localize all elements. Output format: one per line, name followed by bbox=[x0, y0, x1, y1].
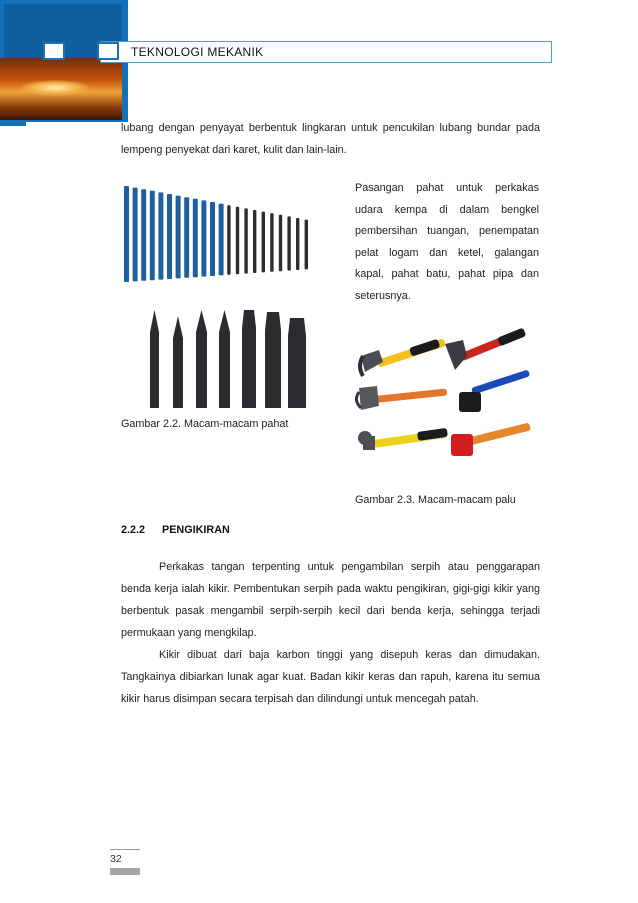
chisel-icon bbox=[193, 199, 198, 277]
hammer-icon bbox=[445, 328, 526, 370]
chisel-icon bbox=[270, 213, 273, 272]
page-header-title: TEKNOLOGI MEKANIK bbox=[131, 45, 264, 59]
chisel-icon bbox=[265, 312, 281, 408]
chisel-icon bbox=[236, 207, 239, 274]
chisel-icon bbox=[150, 310, 159, 408]
chisel-icon bbox=[219, 310, 230, 408]
chisel-icon bbox=[150, 191, 155, 280]
section-body bbox=[121, 556, 540, 710]
section-title: PENGIKIRAN bbox=[162, 524, 230, 536]
chisel-icon bbox=[219, 204, 224, 276]
mallet-icon bbox=[451, 423, 531, 456]
body-paragraph: Perkakas tangan terpenting untuk pengambilan serpih atau penggarapan benda kerja ialah kikir. Pembentukan serpih pada waktu pengikiran, gigi-gigi kikir yang berbentuk pasak mengambil serpih-serpih kecil dari benda kerja, sehingga terjadi permukaan yang mengkilap. bbox=[121, 561, 540, 639]
chisel-icon bbox=[158, 192, 163, 279]
chisel-icon bbox=[196, 310, 207, 408]
chisel-icon bbox=[173, 316, 183, 408]
chisel-description: Pasangan pahat untuk perkakas udara kempa di dalam bengkel pembersihan tuangan, penempatan pelat logam dan ketel, galangan kapal, pahat batu, pahat pipa dan seterusnya. bbox=[355, 182, 539, 302]
chisel-icon bbox=[262, 212, 265, 273]
section-number: 2.2.2 bbox=[121, 524, 146, 536]
page-number-bar bbox=[110, 868, 140, 875]
chisel-icon bbox=[176, 196, 181, 279]
chisel-icon bbox=[296, 218, 299, 270]
chisel-icon bbox=[201, 200, 206, 276]
chisel-icon bbox=[141, 189, 146, 281]
chisel-set-image bbox=[118, 182, 324, 288]
chisel-icon bbox=[253, 210, 256, 273]
intro-paragraph: lubang dengan penyayat berbentuk lingkaran untuk pencukilan lubang bundar pada lempeng penyekat dari karet, kulit dan lain-lain. bbox=[121, 122, 540, 156]
header-square-left bbox=[43, 42, 65, 60]
hammer-icon bbox=[358, 428, 448, 450]
chisel-icon bbox=[287, 216, 290, 270]
chisel-icon bbox=[227, 205, 230, 275]
header-corner-strip bbox=[0, 120, 26, 126]
chisel-icon bbox=[124, 186, 129, 282]
body-paragraph: Kikir dibuat dari baja karbon tinggi yang disepuh keras dan dimudakan. Tangkainya dibiarkan lunak agar kuat. Badan kikir keras dan rapuh, karena itu semua kikir harus disimpan secara terpisah dan dilindungi untuk mencegah patah. bbox=[121, 649, 540, 705]
chisel-icon bbox=[184, 197, 189, 278]
hammer-set-image bbox=[355, 326, 535, 468]
chisel-icon bbox=[244, 208, 247, 273]
hammer-icon bbox=[356, 386, 447, 410]
chisel-icon bbox=[210, 202, 215, 276]
mallet-icon bbox=[459, 369, 530, 412]
chisel-icon bbox=[279, 215, 282, 271]
chisel-detail-image bbox=[142, 302, 312, 412]
header-square-right bbox=[97, 42, 119, 60]
chisel-icon bbox=[305, 220, 308, 270]
chisel-icon bbox=[242, 310, 256, 408]
hammer-icon bbox=[360, 338, 446, 376]
chisel-icon bbox=[133, 188, 138, 282]
page-number-rule bbox=[110, 849, 140, 850]
page-number: 32 bbox=[110, 853, 122, 865]
figure-caption-chisels: Gambar 2.2. Macam-macam pahat bbox=[121, 418, 289, 430]
chisel-icon bbox=[288, 318, 306, 408]
chisel-icon bbox=[167, 194, 172, 279]
header-furnace-photo bbox=[0, 58, 122, 120]
section-heading bbox=[121, 524, 230, 536]
figure-caption-hammers: Gambar 2.3. Macam-macam palu bbox=[355, 494, 516, 506]
